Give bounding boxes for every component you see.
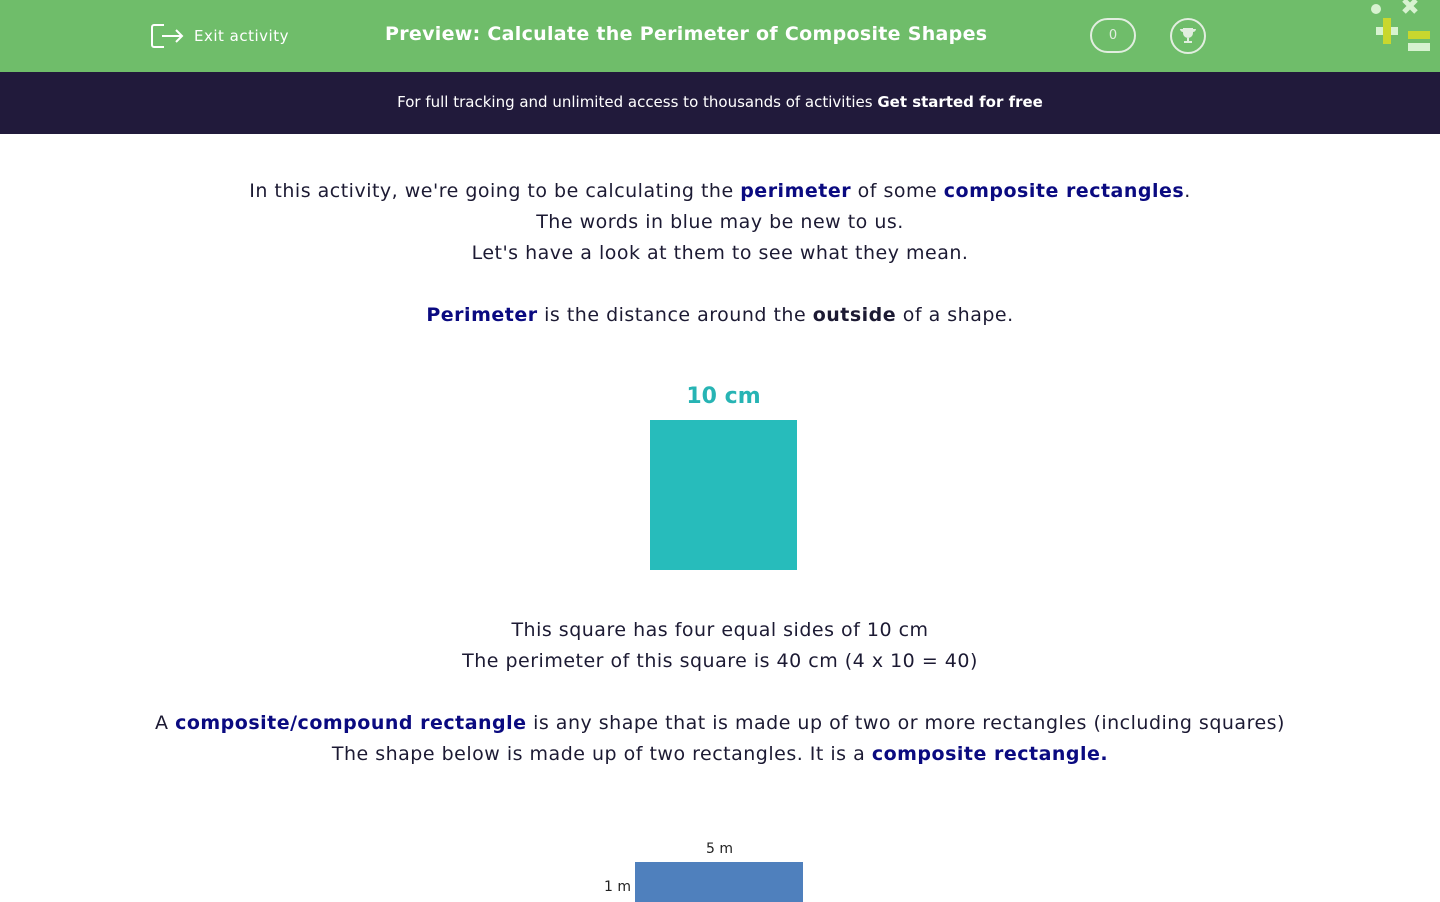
trophy-button[interactable] — [1170, 18, 1206, 54]
text: . — [1184, 180, 1191, 202]
text: is any shape that is made up of two or more rectangles (including squares) — [526, 712, 1285, 734]
text: The perimeter of this square is 40 cm (4 x 10 = 40) — [462, 650, 978, 672]
score-badge: 0 — [1090, 18, 1136, 53]
exit-label: Exit activity — [194, 27, 289, 45]
text: A — [155, 712, 176, 734]
rect-side-label: 1 m — [604, 879, 631, 895]
keyword-perimeter: Perimeter — [426, 304, 538, 326]
exit-icon — [150, 22, 184, 50]
keyword-composite-rectangle: composite rectangle. — [871, 743, 1109, 765]
logo-icon — [1368, 0, 1440, 56]
text: The words in blue may be new to us. — [536, 211, 904, 233]
keyword-outside: outside — [812, 304, 897, 326]
keyword-composite-compound: composite/compound rectangle — [175, 712, 527, 734]
text: of a shape. — [896, 304, 1014, 326]
banner-text: For full tracking and unlimited access to thousands of activities — [397, 93, 878, 111]
square-shape — [650, 420, 797, 570]
page-title: Preview: Calculate the Perimeter of Composite Shapes — [385, 23, 988, 45]
rect-top-label: 5 m — [706, 841, 733, 857]
composite-rectangle-shape — [635, 862, 803, 902]
text: This square has four equal sides of 10 cm — [511, 619, 929, 641]
square-label: 10 cm — [686, 384, 761, 409]
text: In this activity, we're going to be calculating the — [249, 180, 741, 202]
keyword-composite-rectangles: composite rectangles — [943, 180, 1185, 202]
top-bar — [0, 0, 1440, 72]
exit-activity-button[interactable] — [150, 22, 289, 50]
promo-banner — [0, 72, 1440, 134]
text: Let's have a look at them to see what they mean. — [471, 242, 969, 264]
text: of some — [851, 180, 944, 202]
text: The shape below is made up of two rectangles. It is a — [331, 743, 872, 765]
keyword-perimeter: perimeter — [740, 180, 852, 202]
explanation-text — [150, 615, 1290, 770]
trophy-icon — [1178, 26, 1198, 46]
intro-text — [0, 176, 1440, 331]
get-started-link[interactable]: Get started for free — [877, 93, 1043, 111]
text: is the distance around the — [537, 304, 813, 326]
